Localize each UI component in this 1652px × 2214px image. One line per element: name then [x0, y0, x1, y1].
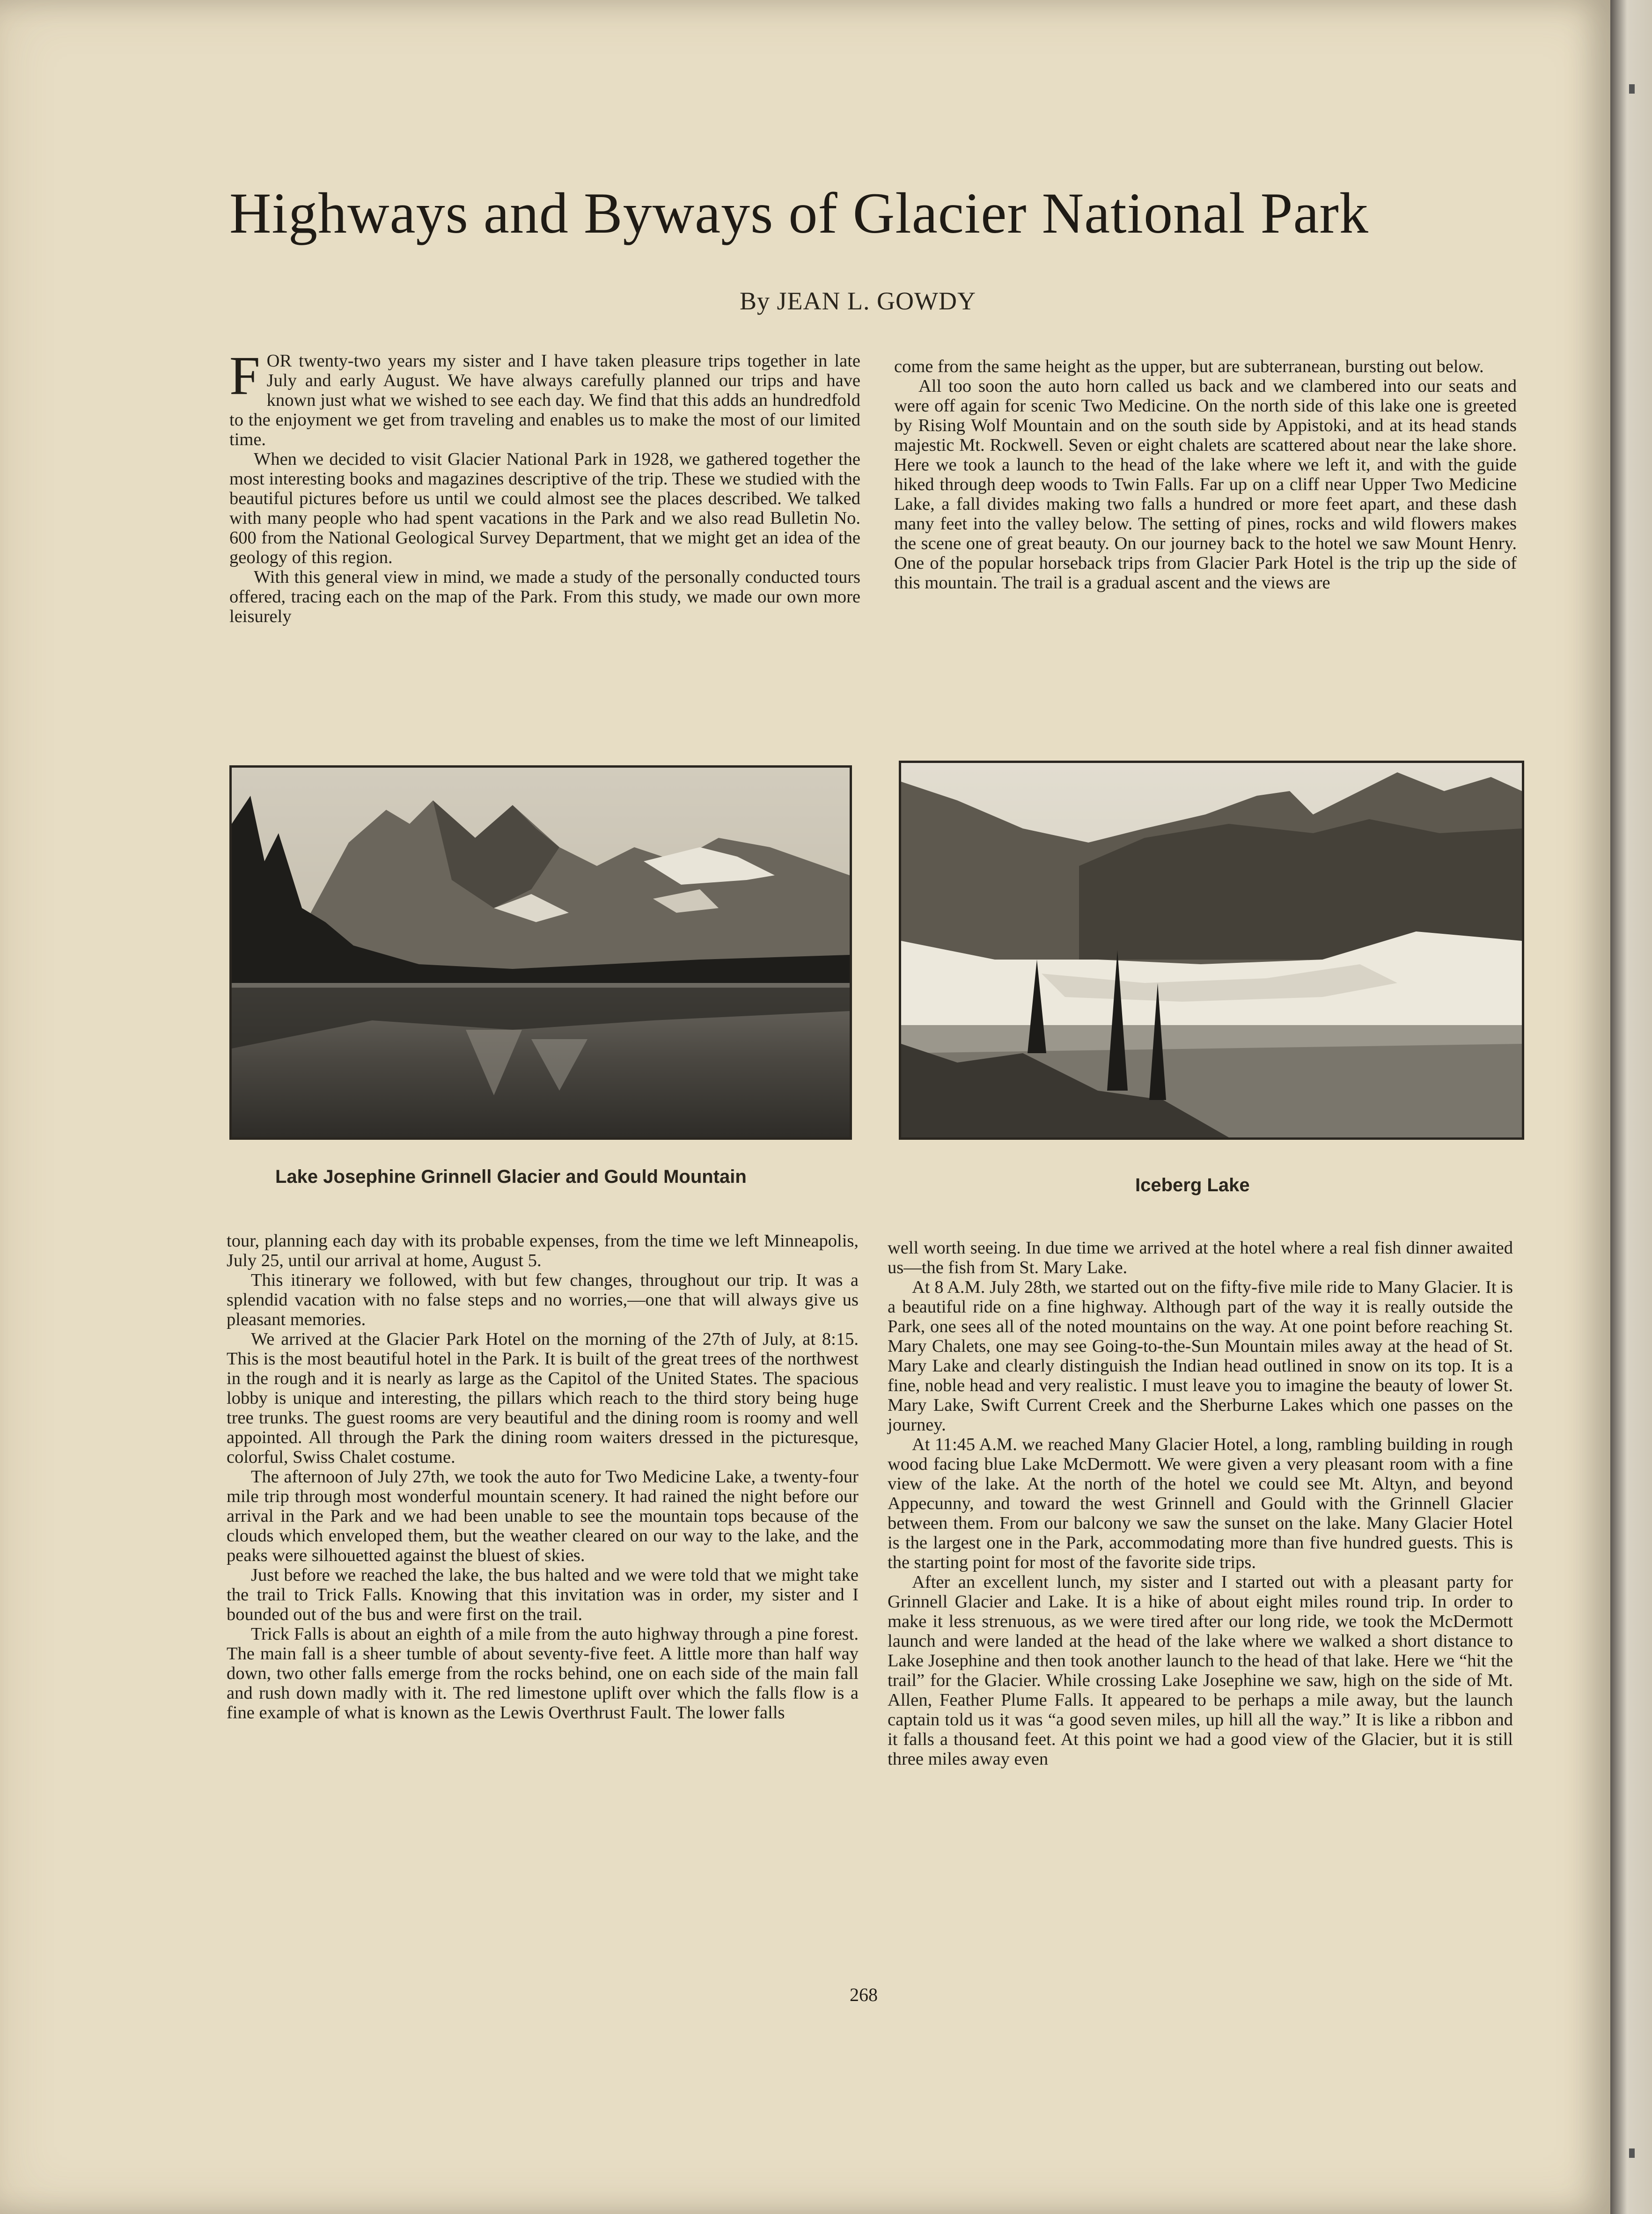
paragraph: Trick Falls is about an eighth of a mile from the auto highway through a pine forest. The main fall is a sheer tumble of about seventy-five feet. A little more than half way down, two other falls emerge from the rocks behind, one on each side of the main fall and rush down madly with it. The red limestone uplift over which the falls flow is a fine example of what is known as the Lewis Overthrust Fault. The lower falls [227, 1624, 859, 1723]
paragraph: well worth seeing. In due time we arrived at the hotel where a real fish dinner awaited us—the fish from St. Mary Lake. [888, 1238, 1513, 1277]
paragraph: Just before we reached the lake, the bus halted and we were told that we might take the trail to Trick Falls. Knowing that this invitation was in order, my sister and I bounded out of the bus and were first on the trail. [227, 1565, 859, 1624]
drop-cap: F [229, 345, 260, 406]
paragraph: tour, planning each day with its probable expenses, from the time we left Minneapolis, July 25, until our arrival at home, August 5. [227, 1231, 859, 1270]
paragraph: When we decided to visit Glacier National Park in 1928, we gathered together the most interesting books and magazines descriptive of the trip. These we studied with the beautiful pictures before us until we could almost see the places described. We talked with many people who had spent vacations in the Park and we also read Bulletin No. 600 from the National Geological Survey Department, that we might get an idea of the geology of this region. [229, 449, 860, 567]
paragraph: This itinerary we followed, with but few changes, throughout our trip. It was a splendid vacation with no false steps and no worries,—one that will always give us pleasant memories. [227, 1270, 859, 1329]
edge-mark [1629, 2148, 1635, 2158]
mountain-lake-photo-icon [232, 768, 850, 1137]
paragraph-text: OR twenty-two years my sister and I have taken pleasure trips together in late July and early August. We have always carefully planned our trips and have known just what we wished to see each day. We find that this adds an hundredfold to the enjoyment we get from traveling and enables us to make the most of our limited time. [229, 351, 860, 449]
paragraph: The afternoon of July 27th, we took the auto for Two Medicine Lake, a twenty-four mile trip through most wonderful mountain scenery. It had rained the night before our arrival in the Park and we had been unable to see the mountain tops because of the clouds which enveloped them, but the weather cleared on our way to the lake, and the peaks were silhouetted against the bluest of skies. [227, 1467, 859, 1565]
paragraph: At 11:45 A.M. we reached Many Glacier Hotel, a long, rambling building in rough wood facing blue Lake McDermott. We were given a very pleasant room with a fine view of the lake. At the north of the hotel we could see Mt. Altyn, and beyond Appecunny, and toward the west Grinnell and Gould with the Grinnell Glacier between them. From our balcony we saw the sunset on the lake. Many Glacier Hotel is the largest one in the Park, accommodating more than five hundred guests. This is the starting point for most of the favorite side trips. [888, 1435, 1513, 1572]
paragraph: All too soon the auto horn called us back and we clambered into our seats and were off again for scenic Two Medicine. On the north side of this lake one is greeted by Rising Wolf Mountain and on the south side by Appistoki, and at its head stands majestic Mt. Rockwell. Seven or eight chalets are scattered about near the lake shore. Here we took a launch to the head of the lake where we left it, and with the guide hiked through deep woods to Twin Falls. Far up on a cliff near Upper Two Medicine Lake, a fall divides making two falls a hundred or more feet apart, and these dash many feet into the valley below. The setting of pines, rocks and wild flowers makes the scene one of great beauty. On our journey back to the hotel we saw Mount Henry. One of the popular horseback trips from Glacier Park Hotel is the trip up the side of this mountain. The trail is a gradual ascent and the views are [894, 376, 1517, 593]
photo-caption-left: Lake Josephine Grinnell Glacier and Gould Mountain [275, 1166, 747, 1187]
photo-caption-right: Iceberg Lake [1135, 1175, 1250, 1195]
page-number: 268 [850, 1984, 878, 2005]
column-bottom-left [227, 1231, 859, 1723]
paragraph: With this general view in mind, we made a study of the personally conducted tours offered, tracing each on the map of the Park. From this study, we made our own more leisurely [229, 567, 860, 626]
article-byline: By JEAN L. GOWDY [740, 287, 976, 315]
article-title: Highways and Byways of Glacier National Park [229, 181, 1369, 245]
photo-iceberg-lake [899, 761, 1524, 1140]
paragraph: We arrived at the Glacier Park Hotel on the morning of the 27th of July, at 8:15. This is the most beautiful hotel in the Park. It is built of the great trees of the northwest in the rough and it is nearly as large as the Capitol of the United States. The spacious lobby is unique and interesting, the pillars which reach to the third story being huge tree trunks. The guest rooms are very beautiful and the dining room is roomy and well appointed. All through the Park the dining room waiters dressed in the picturesque, colorful, Swiss Chalet costume. [227, 1329, 859, 1467]
paragraph: At 8 A.M. July 28th, we started out on the fifty-five mile ride to Many Glacier. It is a beautiful ride on a fine highway. Although part of the way it is really outside the Park, one sees all of the noted mountains on the way. At one point before reaching St. Mary Chalets, one may see Going-to-the-Sun Mountain miles away at the head of St. Mary Lake and clearly distinguish the Indian head outlined in snow on its top. It is a fine, noble head and very realistic. I must leave you to imagine the beauty of lower St. Mary Lake, Swift Current Creek and the Sherburne Lakes which one passes on the journey. [888, 1277, 1513, 1435]
mountain-cirque-photo-icon [901, 763, 1522, 1137]
photo-lake-josephine [229, 765, 852, 1140]
paragraph: come from the same height as the upper, but are subterranean, bursting out below. [894, 357, 1484, 376]
edge-mark [1629, 84, 1635, 94]
column-bottom-right [888, 1238, 1513, 1769]
adjacent-page-edge [1610, 0, 1652, 2214]
paragraph [229, 345, 860, 449]
column-top-right [894, 357, 1517, 593]
paragraph: After an excellent lunch, my sister and I started out with a pleasant party for Grinnell Glacier and Lake. It is a hike of about eight miles round trip. In order to make it less strenuous, as we were tired after our long ride, we took the McDermott launch and were landed at the head of the lake where we walked a short distance to Lake Josephine and then took another launch to the head of that lake. Here we “hit the trail” for the Glacier. While crossing Lake Josephine we saw, high on the side of Mt. Allen, Feather Plume Falls. It appeared to be perhaps a mile away, but the launch captain told us it was “a good seven miles, up hill all the way.” It is like a ribbon and it falls a thousand feet. At this point we had a good view of the Glacier, but it is still three miles away even [888, 1572, 1513, 1769]
column-top-left [229, 345, 860, 626]
